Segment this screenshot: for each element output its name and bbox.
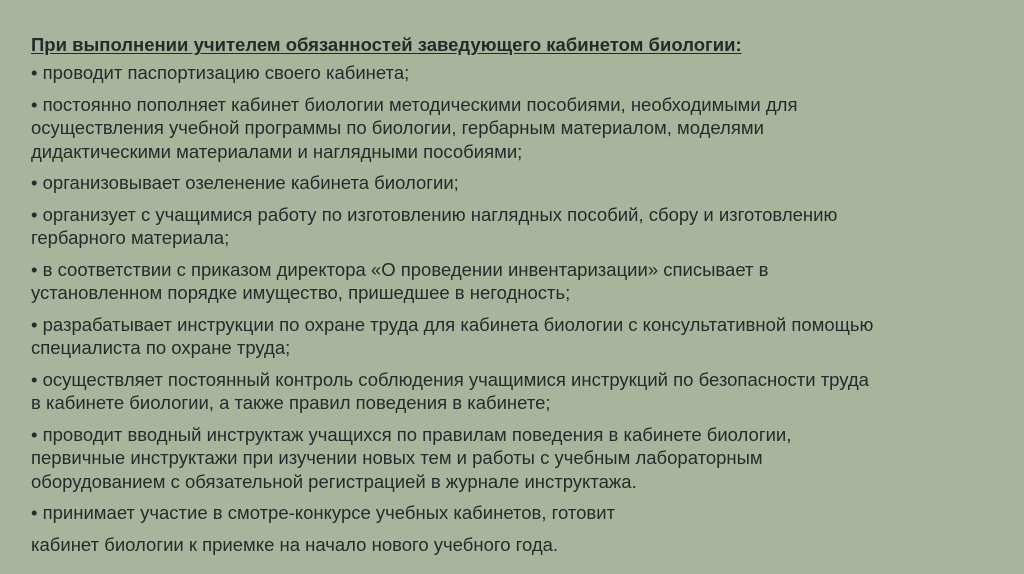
list-item: • осуществляет постоянный контроль соблюдения учащимися инструкций по безопасности труда в кабинете биологии, а также правил поведения в кабинете;	[31, 368, 869, 413]
list-item: • принимает участие в смотре-конкурсе учебных кабинетов, готовит	[31, 502, 616, 523]
list-item: • постоянно пополняет кабинет биологии методическими пособиями, необходимыми для осуществления учебной программы по биологии, гербарным материалом, моделями дидактическими материалами и наглядными пособиями;	[31, 93, 798, 162]
list-item-continuation: кабинет биологии к приемке на начало нового учебного года.	[31, 533, 559, 555]
slide-heading: При выполнении учителем обязанностей заведующего кабинетом биологии:	[31, 34, 742, 55]
list-item: • проводит паспортизацию своего кабинета;	[31, 62, 410, 83]
duties-list	[31, 61, 1004, 556]
list-item: • организует с учащимися работу по изготовлению наглядных пособий, сбору и изготовлению гербарного материала;	[31, 203, 838, 248]
list-item: • проводит вводный инструктаж учащихся по правилам поведения в кабинете биологии, первичные инструктажи при изучении новых тем и работы с учебным лабораторным оборудованием с обязательной регистрацией в журнале инструктажа.	[31, 423, 792, 492]
list-item: • разрабатывает инструкции по охране труда для кабинета биологии с консультативной помощью специалиста по охране труда;	[31, 313, 874, 358]
list-item: • в соответствии с приказом директора «О проведении инвентаризации» списывает в установленном порядке имущество, пришедшее в негодность;	[31, 258, 769, 303]
list-item: • организовывает озеленение кабинета биологии;	[31, 172, 459, 193]
